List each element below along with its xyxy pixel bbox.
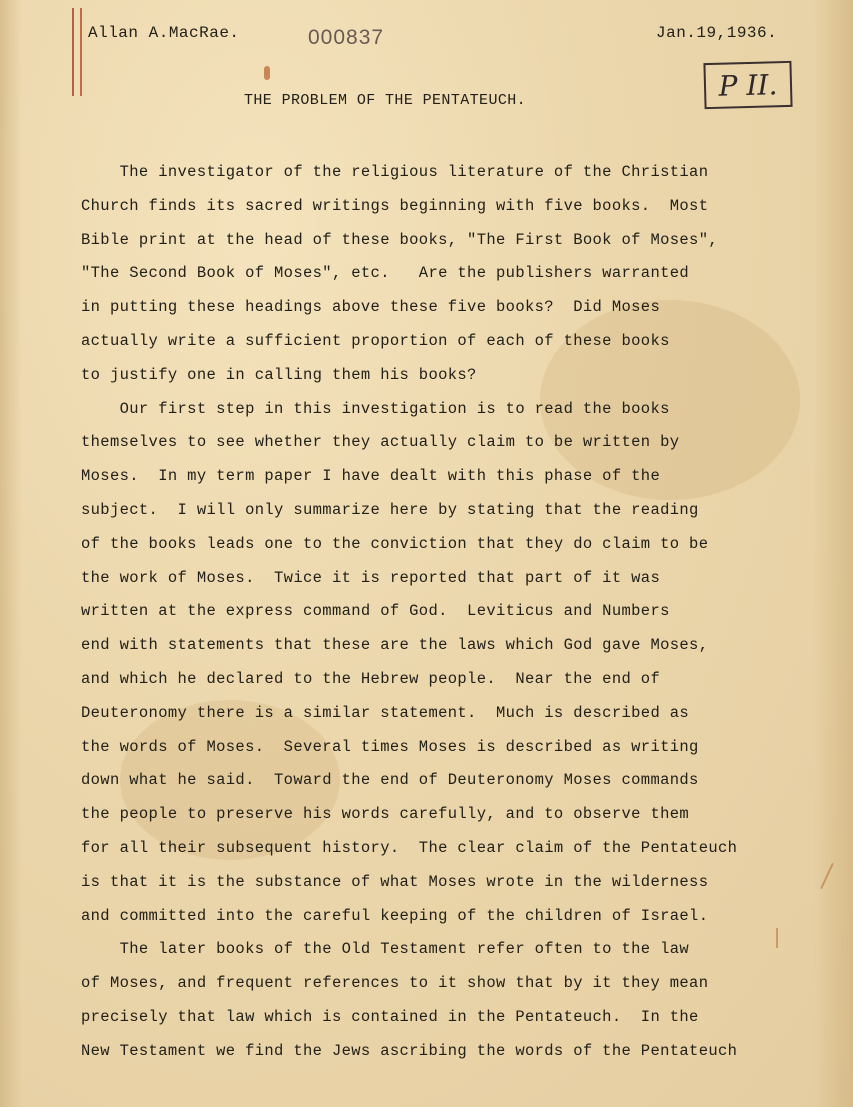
text-line: down what he said. Toward the end of Deuteronomy Moses commands — [81, 771, 699, 790]
text-line: Church finds its sacred writings beginning with five books. Most — [81, 196, 709, 215]
text-line: New Testament we find the Jews ascribing the words of the Pentateuch — [81, 1041, 738, 1060]
text-line: for all their subsequent history. The clear claim of the Pentateuch — [81, 838, 738, 857]
text-line: end with statements that these are the laws which God gave Moses, — [81, 636, 709, 655]
text-line: written at the express command of God. Leviticus and Numbers — [81, 602, 670, 621]
text-line: subject. I will only summarize here by stating that the reading — [81, 500, 699, 519]
text-line: "The Second Book of Moses", etc. Are the publishers warranted — [81, 264, 690, 283]
document-date: Jan.19,1936. — [656, 24, 778, 42]
text-line: and which he declared to the Hebrew people. Near the end of — [81, 669, 661, 688]
text-line: Our first step in this investigation is to read the books — [81, 399, 670, 418]
author-name: Allan A.MacRae. — [88, 24, 240, 42]
text-line: of Moses, and frequent references to it show that by it they mean — [81, 974, 709, 993]
document-number-stamp: 000837 — [308, 26, 385, 49]
text-line: themselves to see whether they actually claim to be written by — [81, 433, 680, 452]
text-line: of the books leads one to the conviction that they do claim to be — [81, 534, 709, 553]
handwritten-page-label: P II. — [703, 61, 792, 109]
text-line: and committed into the careful keeping of the children of Israel. — [81, 906, 709, 925]
text-line: The later books of the Old Testament refer often to the law — [81, 940, 690, 959]
text-line: precisely that law which is contained in the Pentateuch. In the — [81, 1007, 699, 1026]
text-line: actually write a sufficient proportion of each of these books — [81, 331, 670, 350]
text-line: the work of Moses. Twice it is reported that part of it was — [81, 568, 661, 587]
paper-edge-shading — [0, 0, 22, 1107]
text-line: Deuteronomy there is a similar statement. Much is described as — [81, 703, 690, 722]
ink-spot — [264, 66, 270, 80]
text-line: Moses. In my term paper I have dealt with this phase of the — [81, 467, 661, 486]
body-text — [81, 160, 791, 1073]
margin-scribble — [776, 928, 778, 948]
text-line: to justify one in calling them his books? — [81, 365, 477, 384]
text-line: the words of Moses. Several times Moses is described as writing — [81, 737, 699, 756]
text-line: in putting these headings above these five books? Did Moses — [81, 298, 661, 317]
paper-edge-shading — [813, 0, 853, 1107]
text-line: The investigator of the religious literature of the Christian — [81, 163, 709, 181]
text-line: the people to preserve his words carefully, and to observe them — [81, 805, 690, 824]
text-line: Bible print at the head of these books, "The First Book of Moses", — [81, 230, 718, 249]
page-title: THE PROBLEM OF THE PENTATEUCH. — [244, 92, 527, 109]
red-margin-mark — [72, 8, 82, 96]
text-line: is that it is the substance of what Moses wrote in the wilderness — [81, 872, 709, 891]
